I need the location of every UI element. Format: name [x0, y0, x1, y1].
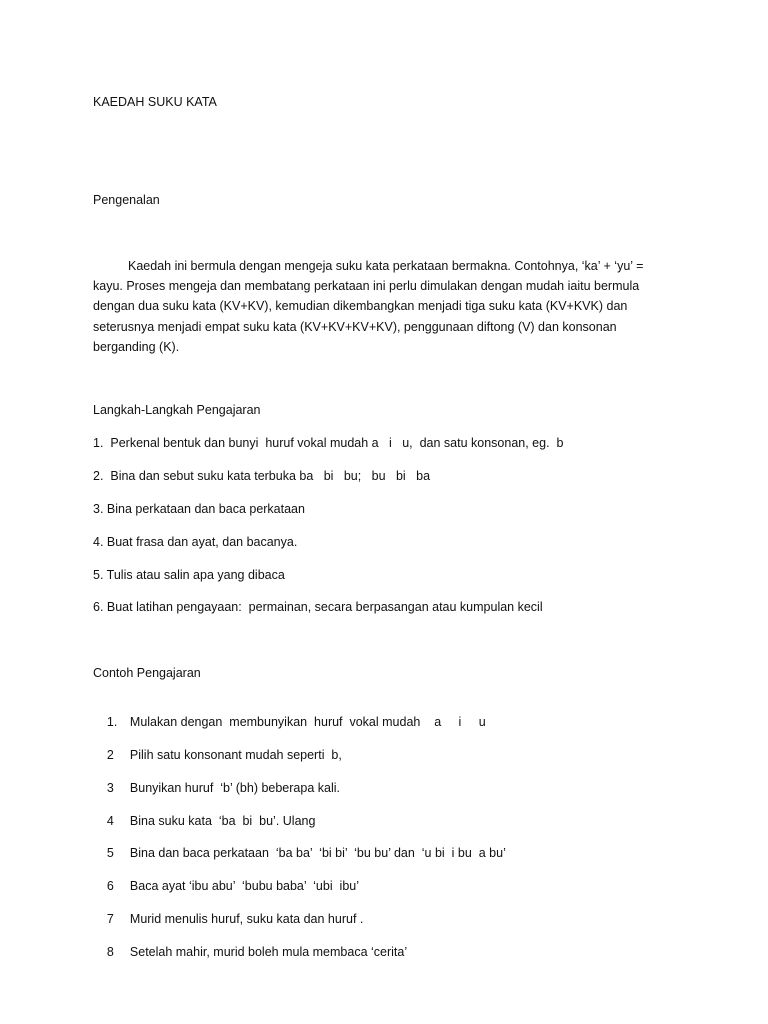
- step-item: 2. Bina dan sebut suku kata terbuka ba bi bu; bu bi ba: [93, 469, 431, 483]
- example-text: Bina dan baca perkataan ‘ba ba’ ‘bi bi’ ‘bu bu’ dan ‘u bi i bu a bu’: [129, 846, 506, 860]
- example-number: 6: [106, 879, 114, 893]
- example-text: Setelah mahir, murid boleh mula membaca ‘cerita’: [129, 945, 408, 959]
- examples-heading: Contoh Pengajaran: [93, 666, 201, 680]
- example-number: 5: [106, 846, 114, 860]
- intro-heading: Pengenalan: [93, 193, 160, 207]
- steps-heading: Langkah-Langkah Pengajaran: [93, 403, 261, 417]
- example-text: Murid menulis huruf, suku kata dan huruf .: [129, 912, 364, 926]
- step-item: 4. Buat frasa dan ayat, dan bacanya.: [93, 535, 298, 549]
- intro-paragraph: Kaedah ini bermula dengan mengeja suku kata perkataan bermakna. Contohnya, ‘ka’ + ‘yu’ = kayu. Proses mengeja dan membatang perkataan ini perlu dimulakan dengan mudah iaitu bermula dengan dua suku kata (KV+KV), kemudian dikembangkan menjadi tiga suku kata (KV+KVK) dan seterusnya menjadi empat suku kata (KV+KV+KV+KV), penggunaan diftong (V) dan konsonan berganding (K).: [93, 259, 644, 354]
- example-text: Mulakan dengan membunyikan huruf vokal mudah a i u: [129, 715, 486, 729]
- example-number: 2: [106, 748, 114, 762]
- document-title: KAEDAH SUKU KATA: [93, 95, 217, 109]
- step-item: 3. Bina perkataan dan baca perkataan: [93, 502, 305, 516]
- example-number: 3: [106, 781, 114, 795]
- example-text: Bunyikan huruf ‘b’ (bh) beberapa kali.: [129, 781, 340, 795]
- example-text: Baca ayat ‘ibu abu’ ‘bubu baba’ ‘ubi ibu’: [129, 879, 360, 893]
- example-number: 1.: [106, 715, 118, 729]
- example-number: 7: [106, 912, 114, 926]
- example-number: 8: [106, 945, 114, 959]
- example-item: [93, 928, 407, 976]
- example-text: Pilih satu konsonant mudah seperti b,: [129, 748, 342, 762]
- example-text: Bina suku kata ‘ba bi bu’. Ulang: [129, 814, 316, 828]
- step-item: 6. Buat latihan pengayaan: permainan, secara berpasangan atau kumpulan kecil: [93, 600, 543, 614]
- step-item: 1. Perkenal bentuk dan bunyi huruf vokal mudah a i u, dan satu konsonan, eg. b: [93, 436, 564, 450]
- example-number: 4: [106, 814, 114, 828]
- step-item: 5. Tulis atau salin apa yang dibaca: [93, 568, 285, 582]
